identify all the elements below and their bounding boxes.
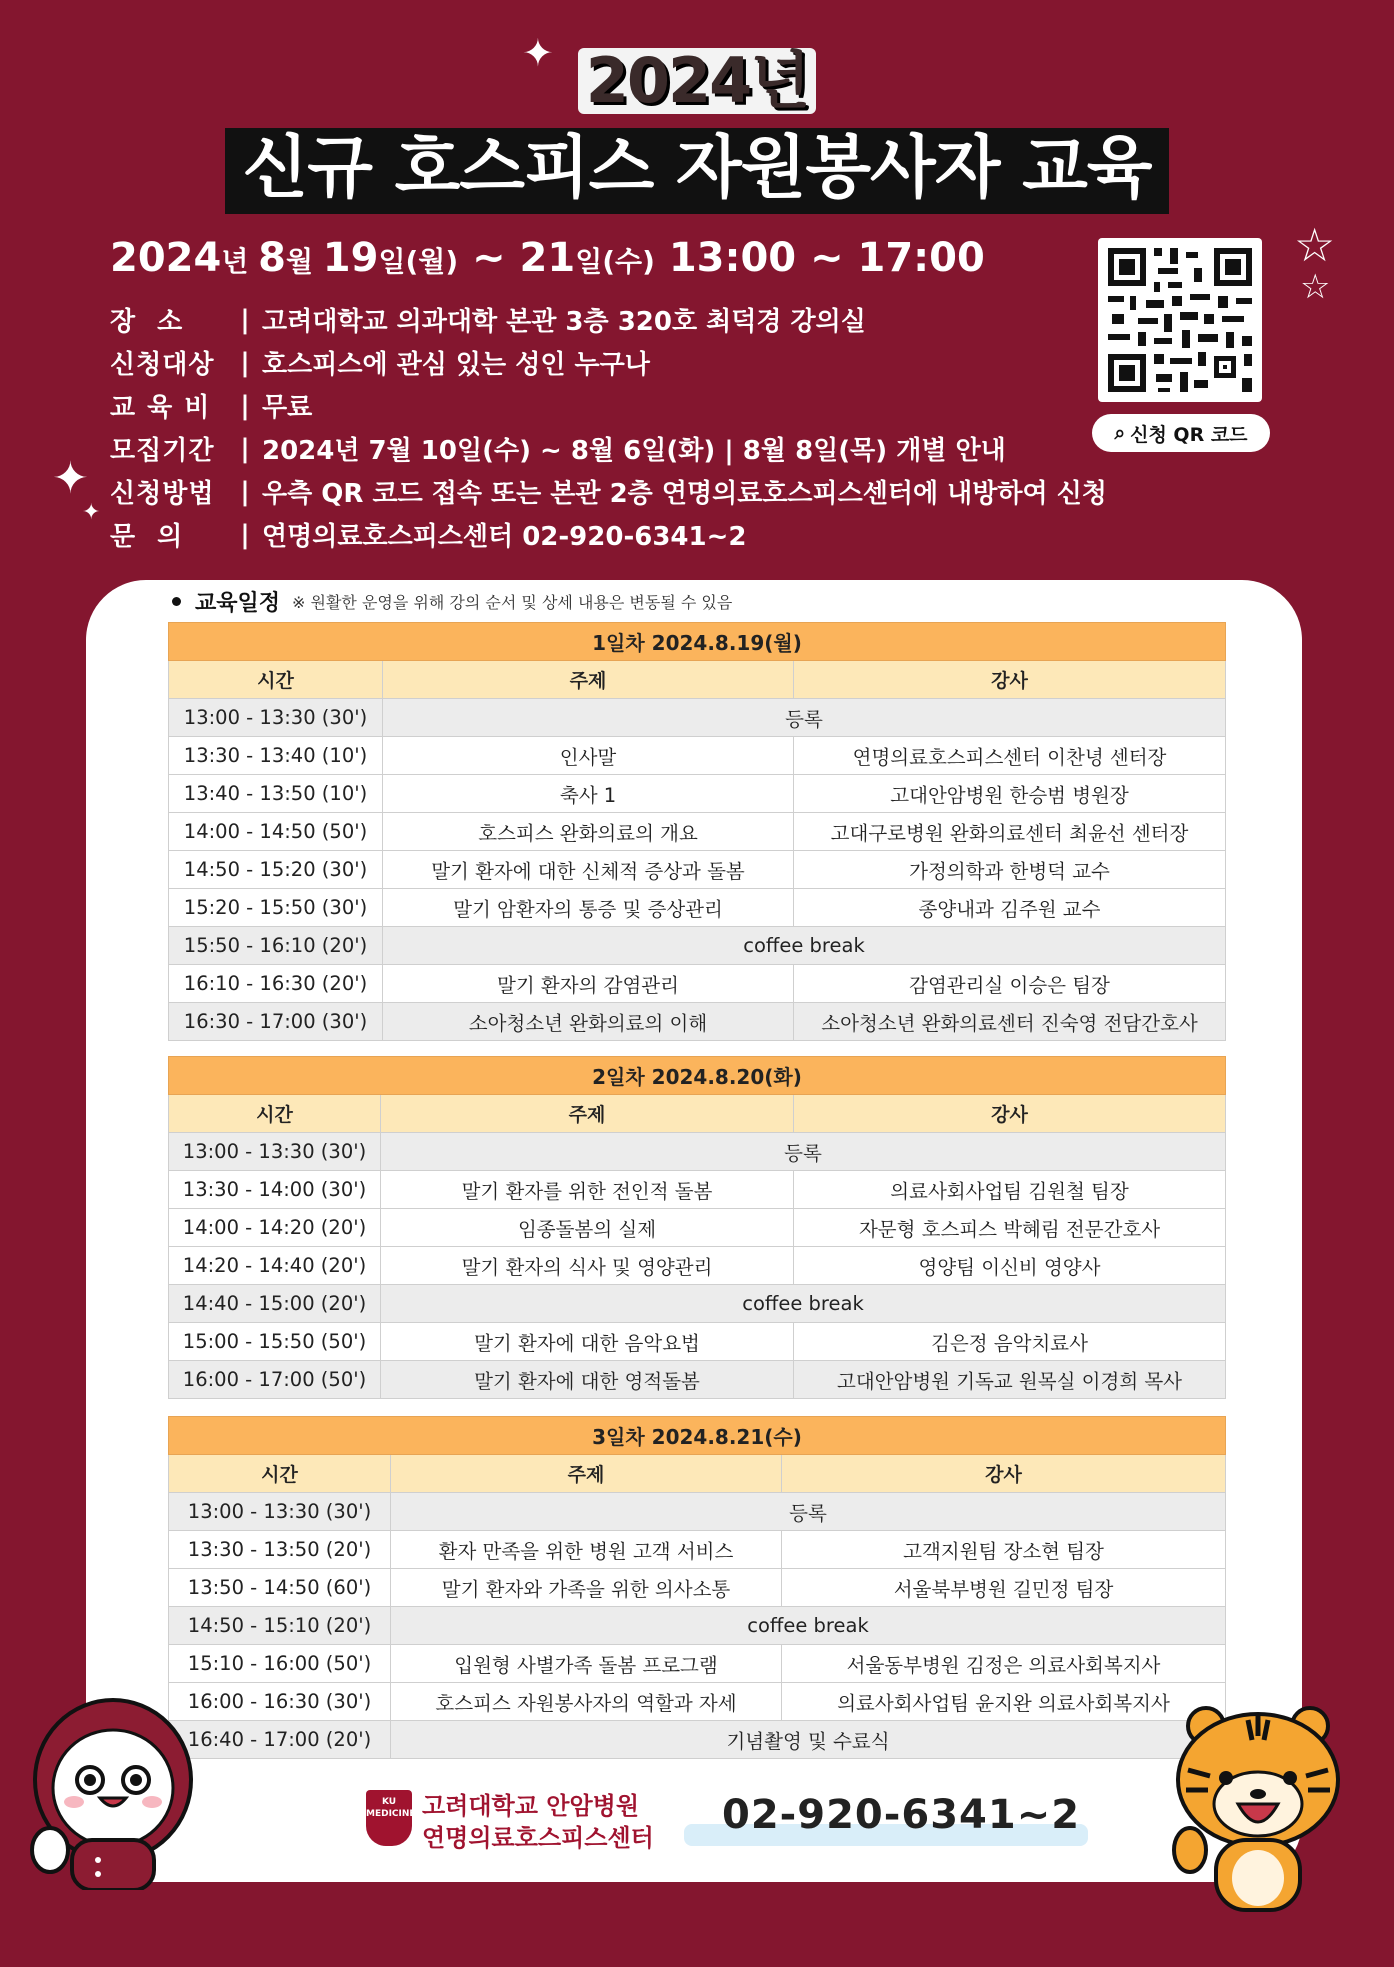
sparkle-icon: ✦ bbox=[82, 500, 101, 525]
column-header-time: 시간 bbox=[169, 661, 383, 699]
info-row-method bbox=[110, 470, 1160, 513]
cell-topic: coffee break bbox=[381, 1285, 1226, 1323]
info-separator: | bbox=[240, 304, 250, 335]
info-value: 무료 bbox=[262, 393, 313, 423]
info-row-location bbox=[110, 298, 1160, 341]
cell-speaker: 종양내과 김주원 교수 bbox=[794, 889, 1226, 927]
cell-topic: 등록 bbox=[391, 1493, 1226, 1531]
cell-time: 15:10 - 16:00 (50') bbox=[169, 1645, 391, 1683]
cell-topic: coffee break bbox=[391, 1607, 1226, 1645]
cell-topic: 환자 만족을 위한 병원 고객 서비스 bbox=[391, 1531, 782, 1569]
info-label: 문의 bbox=[110, 522, 205, 552]
cell-topic: coffee break bbox=[383, 927, 1226, 965]
cell-time: 14:50 - 15:20 (30') bbox=[169, 851, 383, 889]
table-row bbox=[169, 851, 1226, 889]
cell-speaker: 소아청소년 완화의료센터 진숙영 전담간호사 bbox=[794, 1003, 1226, 1041]
center-name: 연명의료호스피스센터 bbox=[422, 1824, 654, 1852]
cell-time: 13:00 - 13:30 (30') bbox=[169, 699, 383, 737]
schedule-note: ※ 원활한 운영을 위해 강의 순서 및 상세 내용은 변동될 수 있음 bbox=[292, 593, 733, 612]
event-date: 2024년 8월 19일(월) ~ 21일(수) 13:00 ~ 17:00 bbox=[110, 235, 985, 281]
cell-speaker: 서울북부병원 길민정 팀장 bbox=[782, 1569, 1226, 1607]
cell-topic: 말기 암환자의 통증 및 증상관리 bbox=[383, 889, 794, 927]
cell-time: 15:00 - 15:50 (50') bbox=[169, 1323, 381, 1361]
cell-time: 16:30 - 17:00 (30') bbox=[169, 1003, 383, 1041]
ku-medicine-logo: KU MEDICINE bbox=[366, 1790, 412, 1846]
cell-time: 13:50 - 14:50 (60') bbox=[169, 1569, 391, 1607]
cell-topic: 임종돌봄의 실제 bbox=[381, 1209, 794, 1247]
hospital-name: 고려대학교 안암병원 bbox=[422, 1792, 640, 1820]
cell-speaker: 가정의학과 한병덕 교수 bbox=[794, 851, 1226, 889]
cell-time: 13:30 - 13:50 (20') bbox=[169, 1531, 391, 1569]
info-row-fee bbox=[110, 384, 1160, 427]
cell-time: 13:40 - 13:50 (10') bbox=[169, 775, 383, 813]
info-row-target bbox=[110, 341, 1160, 384]
cell-time: 14:40 - 15:00 (20') bbox=[169, 1285, 381, 1323]
cell-topic: 소아청소년 완화의료의 이해 bbox=[383, 1003, 794, 1041]
schedule-heading bbox=[172, 586, 732, 617]
cell-time: 13:30 - 14:00 (30') bbox=[169, 1171, 381, 1209]
day-header: 3일차 2024.8.21(수) bbox=[169, 1417, 1226, 1455]
cell-topic: 등록 bbox=[383, 699, 1226, 737]
cell-time: 13:30 - 13:40 (10') bbox=[169, 737, 383, 775]
table-row bbox=[169, 1209, 1226, 1247]
cell-topic: 말기 환자의 식사 및 영양관리 bbox=[381, 1247, 794, 1285]
title-year: 2024년 bbox=[0, 48, 1394, 114]
cell-speaker: 고대안암병원 한승범 병원장 bbox=[794, 775, 1226, 813]
info-value: 2024년 7월 10일(수) ~ 8월 6일(화) | 8월 8일(목) 개별 안내 bbox=[262, 436, 1006, 466]
table-row bbox=[169, 699, 1226, 737]
day-header: 2일차 2024.8.20(화) bbox=[169, 1057, 1226, 1095]
qr-label-text: 신청 QR 코드 bbox=[1130, 423, 1248, 446]
table-row bbox=[169, 1683, 1226, 1721]
table-row bbox=[169, 889, 1226, 927]
mascot-tiger-right bbox=[1168, 1700, 1348, 1924]
sparkle-icon: ✦ bbox=[522, 31, 554, 75]
table-row bbox=[169, 1323, 1226, 1361]
info-value: 우측 QR 코드 접속 또는 본관 2층 연명의료호스피스센터에 내방하여 신청 bbox=[262, 479, 1107, 509]
cell-topic: 등록 bbox=[381, 1133, 1226, 1171]
cell-speaker: 자문형 호스피스 박혜림 전문간호사 bbox=[794, 1209, 1226, 1247]
info-value: 연명의료호스피스센터 02-920-6341~2 bbox=[262, 522, 747, 552]
table-row bbox=[169, 1493, 1226, 1531]
info-value: 호스피스에 관심 있는 성인 누구나 bbox=[262, 350, 650, 380]
cell-speaker: 서울동부병원 김정은 의료사회복지사 bbox=[782, 1645, 1226, 1683]
column-header-topic: 주제 bbox=[381, 1095, 794, 1133]
cell-time: 16:10 - 16:30 (20') bbox=[169, 965, 383, 1003]
table-row bbox=[169, 1285, 1226, 1323]
info-row-period bbox=[110, 427, 1160, 470]
cell-time: 13:00 - 13:30 (30') bbox=[169, 1493, 391, 1531]
page-title: 신규 호스피스 자원봉사자 교육 bbox=[0, 128, 1394, 214]
cell-topic: 입원형 사별가족 돌봄 프로그램 bbox=[391, 1645, 782, 1683]
qr-code[interactable] bbox=[1098, 238, 1262, 402]
table-row bbox=[169, 1171, 1226, 1209]
info-separator: | bbox=[240, 519, 250, 550]
info-separator: | bbox=[240, 433, 250, 464]
cell-topic: 말기 환자에 대한 영적돌봄 bbox=[381, 1361, 794, 1399]
table-row bbox=[169, 737, 1226, 775]
table-row bbox=[169, 1721, 1226, 1759]
column-header-speaker: 강사 bbox=[794, 1095, 1226, 1133]
table-row bbox=[169, 1531, 1226, 1569]
cell-topic: 인사말 bbox=[383, 737, 794, 775]
cell-time: 15:20 - 15:50 (30') bbox=[169, 889, 383, 927]
cell-time: 16:40 - 17:00 (20') bbox=[169, 1721, 391, 1759]
table-row bbox=[169, 1361, 1226, 1399]
info-label: 교육비 bbox=[110, 393, 222, 423]
table-row bbox=[169, 775, 1226, 813]
cell-speaker: 고대구로병원 완화의료센터 최윤선 센터장 bbox=[794, 813, 1226, 851]
cell-time: 14:00 - 14:20 (20') bbox=[169, 1209, 381, 1247]
bullet-icon bbox=[172, 597, 181, 606]
table-row bbox=[169, 1133, 1226, 1171]
table-row bbox=[169, 1645, 1226, 1683]
schedule-table-day2 bbox=[168, 1056, 1226, 1399]
info-label: 모집기간 bbox=[110, 436, 215, 466]
cell-topic: 호스피스 완화의료의 개요 bbox=[383, 813, 794, 851]
cell-topic: 말기 환자와 가족을 위한 의사소통 bbox=[391, 1569, 782, 1607]
table-row bbox=[169, 1569, 1226, 1607]
cell-time: 14:50 - 15:10 (20') bbox=[169, 1607, 391, 1645]
cell-speaker: 연명의료호스피스센터 이찬녕 센터장 bbox=[794, 737, 1226, 775]
footer-phone: 02-920-6341~2 bbox=[722, 1792, 1081, 1838]
footer-organization bbox=[422, 1790, 654, 1854]
info-value: 고려대학교 의과대학 본관 3층 320호 최덕경 강의실 bbox=[262, 307, 866, 337]
column-header-time: 시간 bbox=[169, 1455, 391, 1493]
day-header: 1일차 2024.8.19(월) bbox=[169, 623, 1226, 661]
cell-speaker: 의료사회사업팀 김원철 팀장 bbox=[794, 1171, 1226, 1209]
table-row bbox=[169, 1247, 1226, 1285]
cell-time: 14:00 - 14:50 (50') bbox=[169, 813, 383, 851]
cell-topic: 말기 환자에 대한 음악요법 bbox=[381, 1323, 794, 1361]
cell-topic: 말기 환자를 위한 전인적 돌봄 bbox=[381, 1171, 794, 1209]
column-header-topic: 주제 bbox=[383, 661, 794, 699]
cell-time: 13:00 - 13:30 (30') bbox=[169, 1133, 381, 1171]
table-row bbox=[169, 1607, 1226, 1645]
column-header-speaker: 강사 bbox=[782, 1455, 1226, 1493]
cell-speaker: 김은정 음악치료사 bbox=[794, 1323, 1226, 1361]
table-row bbox=[169, 965, 1226, 1003]
info-label: 신청대상 bbox=[110, 350, 215, 380]
table-row bbox=[169, 1003, 1226, 1041]
info-label: 신청방법 bbox=[110, 479, 215, 509]
cell-topic: 말기 환자에 대한 신체적 증상과 돌봄 bbox=[383, 851, 794, 889]
qr-code-graphic bbox=[1098, 238, 1262, 402]
sparkle-icon: ✦ bbox=[52, 453, 89, 504]
cell-topic: 말기 환자의 감염관리 bbox=[383, 965, 794, 1003]
cell-speaker: 고객지원팀 장소현 팀장 bbox=[782, 1531, 1226, 1569]
star-outline-icon: ☆ bbox=[1300, 267, 1331, 307]
schedule-table-day3 bbox=[168, 1416, 1226, 1759]
mascot-character-left bbox=[28, 1690, 198, 1894]
column-header-time: 시간 bbox=[169, 1095, 381, 1133]
schedule-table-day1 bbox=[168, 622, 1226, 1041]
cell-speaker: 고대안암병원 기독교 원목실 이경희 목사 bbox=[794, 1361, 1226, 1399]
cell-time: 15:50 - 16:10 (20') bbox=[169, 927, 383, 965]
info-row-contact bbox=[110, 513, 1160, 556]
schedule-title: 교육일정 bbox=[195, 591, 281, 616]
info-separator: | bbox=[240, 476, 250, 507]
star-outline-icon: ☆ bbox=[1294, 218, 1336, 272]
cell-speaker: 의료사회사업팀 윤지완 의료사회복지사 bbox=[782, 1683, 1226, 1721]
info-label: 장소 bbox=[110, 307, 205, 337]
search-icon: ⌕ bbox=[1114, 422, 1126, 444]
cell-time: 16:00 - 16:30 (30') bbox=[169, 1683, 391, 1721]
column-header-speaker: 강사 bbox=[794, 661, 1226, 699]
cell-speaker: 감염관리실 이승은 팀장 bbox=[794, 965, 1226, 1003]
qr-label bbox=[1092, 414, 1270, 452]
table-row bbox=[169, 813, 1226, 851]
cell-time: 14:20 - 14:40 (20') bbox=[169, 1247, 381, 1285]
table-row bbox=[169, 927, 1226, 965]
info-separator: | bbox=[240, 390, 250, 421]
cell-time: 16:00 - 17:00 (50') bbox=[169, 1361, 381, 1399]
cell-topic: 호스피스 자원봉사자의 역할과 자세 bbox=[391, 1683, 782, 1721]
cell-topic: 축사 1 bbox=[383, 775, 794, 813]
info-list bbox=[110, 298, 1160, 556]
column-header-topic: 주제 bbox=[391, 1455, 782, 1493]
cell-topic: 기념촬영 및 수료식 bbox=[391, 1721, 1226, 1759]
info-separator: | bbox=[240, 347, 250, 378]
cell-speaker: 영양팀 이신비 영양사 bbox=[794, 1247, 1226, 1285]
